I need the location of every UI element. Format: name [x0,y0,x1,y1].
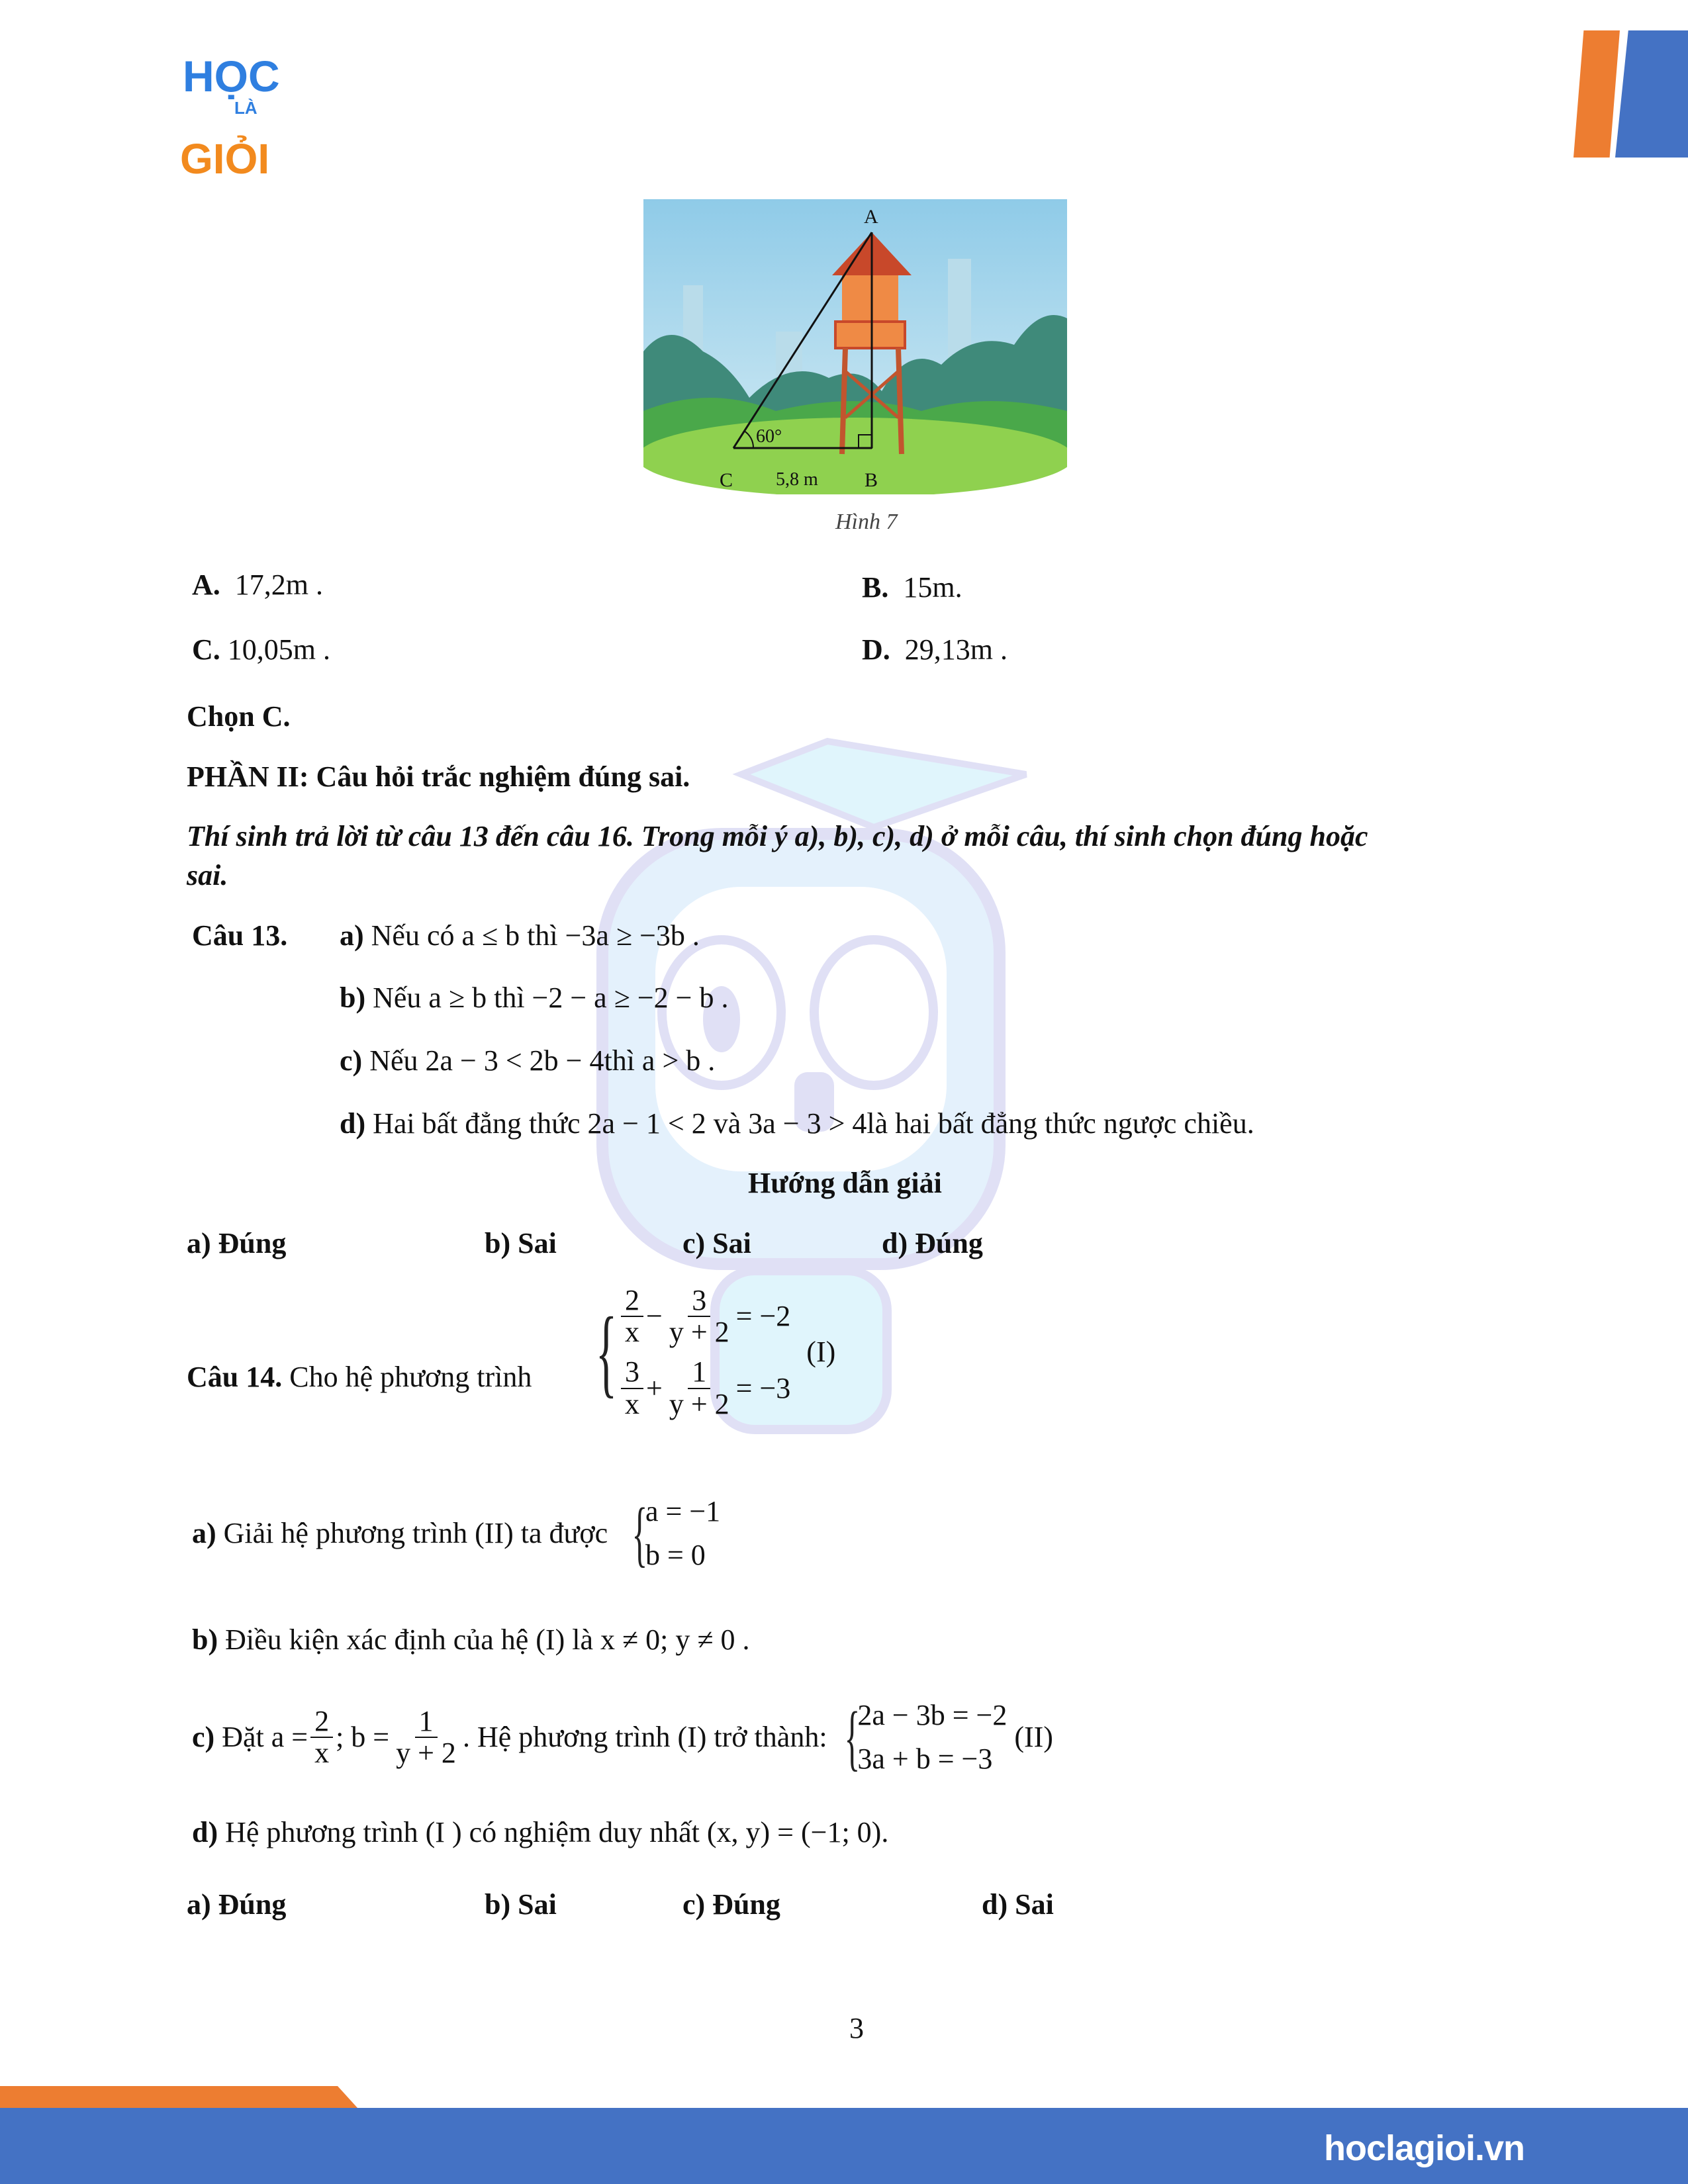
footer-site-link[interactable]: hoclagioi.vn [1324,2128,1525,2168]
logo-text-top: HỌC [183,52,280,101]
q14-system [583,1285,835,1420]
label-a: A [864,206,878,228]
option-letter: B. [862,571,889,604]
q14-item-c: c) Đặt a = $\frac{2}{x}$ ; b = $\frac{1}{y + 2}$ . Hệ phương trình (I) trở thành: { 2a − 3b = −2 3a + b = −3 (II) [192,1697,1053,1778]
option-letter: D. [862,633,890,666]
q13-answer-d: d) Đúng [882,1227,983,1259]
q14-item-a-system: { a = −1 b = 0 [632,1493,721,1574]
logo-mascot-icon [177,46,320,179]
q14-answer-a: a) Đúng [187,1888,287,1921]
footer-accent-orange [0,2086,357,2108]
equation-2: $\frac{3}{x}$ + $\frac{1}{y + 2}$ = −3 [618,1357,790,1419]
option-a[interactable] [192,570,323,600]
option-value: 15m. [903,571,962,604]
q14-item-a: a) Giải hệ phương trình (II) ta được { a = −1 b = 0 [192,1493,721,1574]
q12-answer: Chọn C. [187,700,291,733]
q13-label: Câu 13. [192,919,288,952]
q14-answer-b: b) Sai [485,1888,557,1921]
page-number: 3 [849,2012,864,2044]
part2-instruction-cont: sai. [187,859,228,891]
label-c: C [720,469,733,491]
option-value: 29,13m . [904,633,1008,666]
brace-icon: { [844,1697,860,1778]
q13-item-a: a) Nếu có a ≤ b thì −3a ≥ −3b . [340,919,700,952]
label-b: B [865,469,878,491]
q13-answer-c: c) Sai [682,1227,751,1259]
q13-item-c: c) Nếu 2a − 3 < 2b − 4thì a > b . [340,1044,716,1077]
option-c[interactable] [192,635,330,664]
angle-label: 60° [756,426,782,447]
q13-item-b: b) Nếu a ≥ b thì −2 − a ≥ −2 − b . [340,981,729,1014]
equation-1: $\frac{2}{x}$ − $\frac{3}{y + 2}$ = −2 [618,1285,790,1347]
figure-caption: Hình 7 [835,510,898,534]
q13-item-d: d) Hai bất đẳng thức 2a − 1 < 2 và 3a − 3 > 4là hai bất đẳng thức ngược chiều. [340,1107,1254,1140]
q14-intro: Câu 14. Cho hệ phương trình [187,1361,532,1393]
figure-tower [643,199,1067,494]
part2-title: PHẦN II: Câu hỏi trắc nghiệm đúng sai. [187,760,690,793]
q14-system-tag: (I) [806,1336,836,1369]
option-letter: C. [192,633,220,666]
q13-solution-title: Hướng dẫn giải [748,1167,942,1199]
q14-answer-d: d) Sai [982,1888,1054,1921]
brace-icon: { [595,1297,618,1408]
brace-icon: { [632,1493,648,1574]
q14-answer-c: c) Đúng [682,1888,780,1921]
option-b[interactable] [862,573,962,602]
header-accent-blue [1615,30,1688,158]
logo-text-bottom: GIỎI [180,135,270,179]
q14-item-b: b) Điều kiện xác định của hệ (I) là x ≠ 0; y ≠ 0 . [192,1623,750,1656]
header-accent-orange [1573,30,1620,158]
option-letter: A. [192,569,220,601]
length-label: 5,8 m [776,469,818,490]
q13-answer-a: a) Đúng [187,1227,287,1259]
option-value: 10,05m . [227,633,331,666]
q13-answer-b: b) Sai [485,1227,557,1259]
logo [177,46,320,179]
logo-text-mid: LÀ [234,98,258,118]
part2-instruction: Thí sinh trả lời từ câu 13 đến câu 16. Trong mỗi ý a), b), c), d) ở mỗi câu, thí sinh chọn đúng hoặc [187,820,1368,852]
option-d[interactable] [862,635,1008,664]
option-value: 17,2m . [234,569,324,601]
q14-item-d: d) Hệ phương trình (I ) có nghiệm duy nhất (x, y) = (−1; 0). [192,1816,889,1848]
